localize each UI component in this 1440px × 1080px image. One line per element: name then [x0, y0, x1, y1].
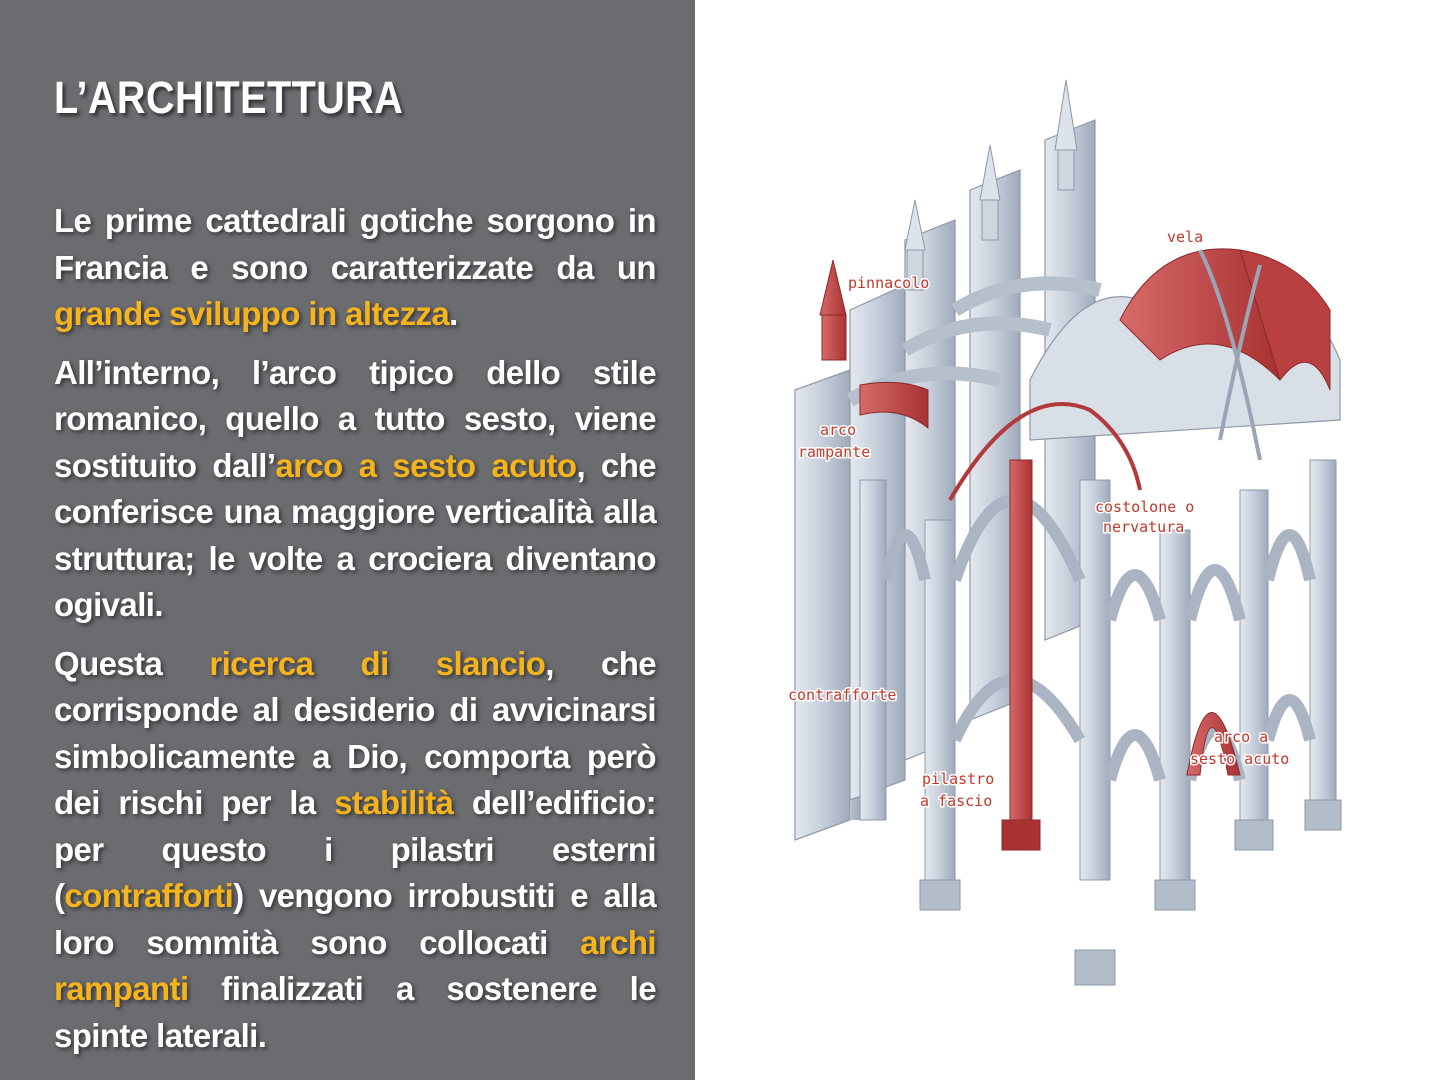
- label-pinnacolo: pinnacolo: [848, 274, 930, 292]
- label-arco-rampante-2: rampante: [798, 443, 871, 461]
- paragraph-2-text-b: , che conferisce una maggiore verticalità alla struttura; le volte a crociera diventano ogivali.: [54, 446, 657, 623]
- pillar-bases: [920, 800, 1341, 985]
- paragraph-1: [54, 198, 656, 338]
- paragraph-2-text-a: All’interno, l’arco tipico dello stile romanico, quello a tutto sesto, viene sostituito dall’: [54, 353, 656, 484]
- paragraph-2: [54, 350, 656, 629]
- paragraph-3-text-d: ) vengono irrobustiti e alla loro sommità sono collocati: [54, 877, 656, 961]
- pinnacle-highlight: [820, 260, 846, 360]
- label-pilastro-1: pilastro: [922, 770, 995, 788]
- paragraph-3-text-e: finalizzati a sostenere le spinte laterali.: [54, 970, 656, 1054]
- highlight-contrafforti: contrafforti: [64, 877, 234, 914]
- label-contrafforte: contrafforte: [788, 686, 897, 704]
- text-panel: [0, 0, 695, 1080]
- label-vela: vela: [1167, 228, 1204, 246]
- highlight-ricerca-slancio: ricerca di slancio: [209, 644, 546, 682]
- label-arco-sesto-1: arco a: [1214, 728, 1269, 746]
- label-arco-sesto-2: sesto acuto: [1190, 750, 1290, 768]
- highlight-sviluppo-altezza: grande sviluppo in altezza: [54, 295, 450, 332]
- highlight-arco-sesto-acuto: arco a sesto acuto: [275, 446, 577, 484]
- paragraph-3-text-c: dell’edificio: per questo i pilastri esterni (: [54, 784, 656, 914]
- paragraph-3-text-a: Questa: [54, 644, 210, 682]
- cathedral-illustration: [700, 60, 1420, 1020]
- label-pilastro-2: a fascio: [920, 792, 993, 810]
- slide-body: [54, 198, 656, 1071]
- cathedral-diagram: [700, 60, 1420, 1020]
- highlight-stabilita: stabilità: [334, 784, 454, 821]
- label-arco-rampante-1: arco: [820, 421, 857, 439]
- paragraph-3: [54, 641, 656, 1060]
- label-costolone-2: nervatura: [1103, 518, 1185, 536]
- paragraph-3-text-b: , che corrisponde al desiderio di avvicinarsi simbolicamente a Dio, comporta però dei rischi per la: [54, 644, 657, 821]
- label-costolone-1: costolone o: [1095, 498, 1195, 516]
- slide-title: L’ARCHITETTURA: [54, 72, 404, 123]
- paragraph-1-text-b: .: [449, 295, 458, 332]
- paragraph-1-text-a: Le prime cattedrali gotiche sorgono in Francia e sono caratterizzate da un: [54, 202, 656, 286]
- highlight-archi-rampanti: archi rampanti: [54, 923, 656, 1007]
